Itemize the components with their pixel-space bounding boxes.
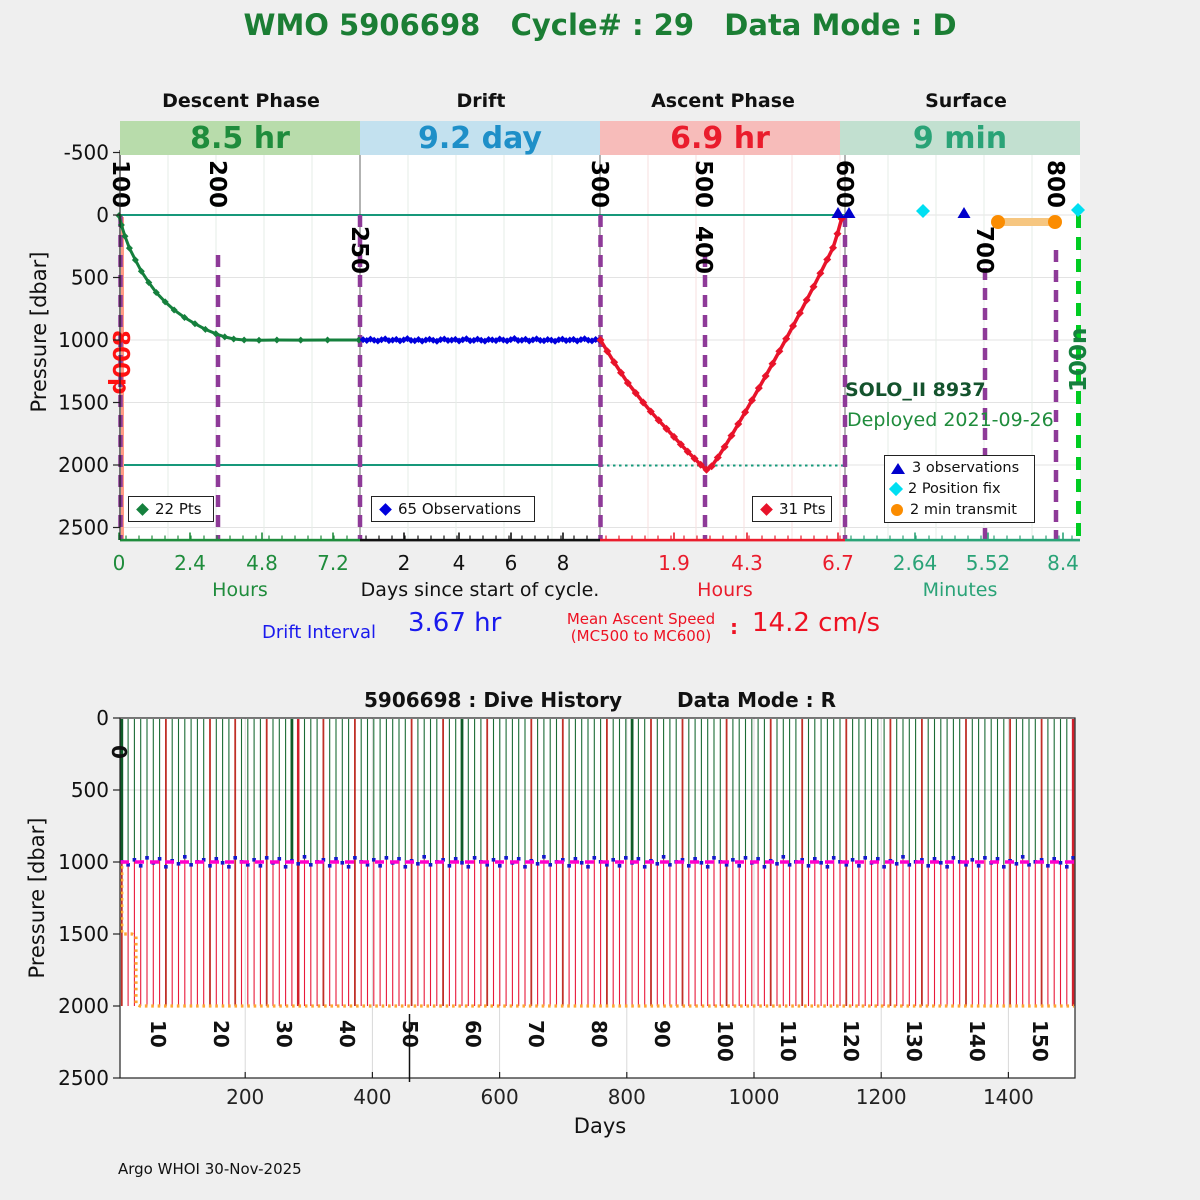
history-y-axis-title: Pressure [dbar] xyxy=(25,817,49,979)
drift-depth-marker xyxy=(611,858,615,862)
cycle-number-label: 70 xyxy=(524,1020,548,1048)
x-tick-label: 4.8 xyxy=(246,551,278,575)
drift-interval-label: Drift Interval xyxy=(262,622,376,643)
cycle-number-label: 140 xyxy=(965,1020,989,1062)
x-tick-label: 2.64 xyxy=(892,551,938,575)
phase-bar-surface xyxy=(840,121,1080,155)
drift-depth-marker xyxy=(807,864,811,868)
phase-duration-descent: 8.5 hr xyxy=(190,120,290,156)
y-tick-label: 500 xyxy=(70,265,109,290)
message-label: 200 xyxy=(204,160,230,209)
drift-depth-marker xyxy=(378,864,382,868)
x-tick-label: 8 xyxy=(556,551,570,575)
cycle-number-label: 120 xyxy=(839,1020,863,1062)
deployed-date-label: Deployed 2021-09-26 xyxy=(847,409,1054,431)
drift-depth-marker xyxy=(1021,855,1025,859)
message-label: 700 xyxy=(971,226,997,275)
y-tick-label: 1000 xyxy=(58,328,109,352)
dive-history-title-right: Data Mode : R xyxy=(677,688,837,712)
y-tick-label: 0 xyxy=(96,203,109,227)
cycle-number-label: 150 xyxy=(1028,1020,1052,1062)
legend-descent-points xyxy=(128,496,214,522)
drift-depth-marker xyxy=(813,857,817,861)
drift-depth-marker xyxy=(208,864,212,868)
message-label: 100 xyxy=(107,160,133,209)
drift-depth-marker xyxy=(422,855,426,859)
drift-depth-marker xyxy=(700,861,704,865)
drift-depth-marker xyxy=(593,856,597,860)
drift-depth-marker xyxy=(637,857,641,861)
drift-depth-marker xyxy=(278,857,282,861)
day-tick-label: 600 xyxy=(480,1085,519,1109)
message-label: 800p xyxy=(107,330,133,395)
drift-depth-marker xyxy=(1065,865,1069,869)
phase-duration-drift: 9.2 day xyxy=(418,120,542,156)
drift-depth-marker xyxy=(492,858,496,862)
drift-depth-marker xyxy=(656,862,660,866)
cycle-number-label: 30 xyxy=(272,1020,296,1048)
transmit-end-marker xyxy=(1048,215,1062,229)
drift-depth-marker xyxy=(404,865,408,869)
drift-depth-marker xyxy=(1002,865,1006,869)
drift-depth-marker xyxy=(1052,857,1056,861)
drift-depth-marker xyxy=(744,856,748,860)
drift-depth-marker xyxy=(782,855,786,859)
drift-depth-marker xyxy=(687,864,691,868)
drift-depth-marker xyxy=(1015,862,1019,866)
phase-bar-ascent xyxy=(600,121,840,155)
drift-depth-marker xyxy=(227,865,231,869)
drift-depth-marker xyxy=(303,855,307,859)
drift-depth-marker xyxy=(536,862,540,866)
drift-depth-marker xyxy=(517,857,521,861)
legend-drift-observations xyxy=(371,496,535,522)
cyan-diamond-icon xyxy=(889,482,903,496)
y-tick-label: 2500 xyxy=(58,1066,109,1090)
day-tick-label: 1000 xyxy=(728,1085,780,1109)
y-tick-label: 2500 xyxy=(58,515,109,540)
drift-depth-marker xyxy=(983,856,987,860)
x-tick-label: 7.2 xyxy=(317,551,349,575)
message-label: 250 xyxy=(346,226,372,275)
drift-depth-marker xyxy=(164,865,168,869)
drift-depth-marker xyxy=(498,864,502,868)
float-model-label: SOLO_II 8937 xyxy=(845,379,986,401)
drift-depth-marker xyxy=(341,861,345,865)
legend-transmit-label: 2 min transmit xyxy=(910,501,1017,518)
day-tick-label: 200 xyxy=(226,1085,265,1109)
drift-depth-marker xyxy=(385,856,389,860)
cycle-number-label: 130 xyxy=(902,1020,926,1062)
drift-depth-marker xyxy=(233,856,237,860)
drift-depth-marker xyxy=(397,857,401,861)
y-tick-label: -500 xyxy=(63,140,109,165)
x-axis-segment xyxy=(845,539,1080,542)
legend-row-transmit xyxy=(891,502,1028,518)
drift-depth-marker xyxy=(296,862,300,866)
phase-title-drift: Drift xyxy=(456,90,506,112)
cycle-number-label: 90 xyxy=(650,1020,674,1048)
phase-title-ascent: Ascent Phase xyxy=(651,90,795,112)
x-tick-label: 6.7 xyxy=(822,551,854,575)
blue-triangle-icon xyxy=(891,463,905,474)
drift-depth-marker xyxy=(945,865,949,869)
y-tick-label: 1500 xyxy=(58,390,109,415)
drift-depth-marker xyxy=(996,857,1000,861)
cycle-number-label: 80 xyxy=(587,1020,611,1048)
y-tick-label: 500 xyxy=(70,778,109,802)
drift-depth-marker xyxy=(775,862,779,866)
drift-depth-marker xyxy=(328,864,332,868)
red-diamond-icon xyxy=(760,503,773,516)
cycle-number-label: 100 xyxy=(713,1020,737,1062)
phase-duration-surface: 9 min xyxy=(912,120,1008,156)
phase-duration-ascent: 6.9 hr xyxy=(670,120,770,156)
cycle-number-label: 20 xyxy=(209,1020,233,1048)
drift-depth-marker xyxy=(309,863,313,867)
message-label: 800 xyxy=(1042,160,1068,209)
cycle-number-label: 0 xyxy=(107,745,131,759)
drift-depth-marker xyxy=(876,857,880,861)
legend-position-fix-label: 2 Position fix xyxy=(908,480,1001,497)
x-tick-label: 8.4 xyxy=(1047,551,1079,575)
drift-depth-marker xyxy=(737,864,741,868)
message-label: 100n xyxy=(1066,327,1092,392)
drift-depth-marker xyxy=(851,858,855,862)
drift-depth-marker xyxy=(567,864,571,868)
x-tick-label: 2 xyxy=(397,551,411,575)
drift-depth-marker xyxy=(145,856,149,860)
ascent-speed-label-line2: (MC500 to MC600) xyxy=(570,626,712,645)
legend-surface-markers xyxy=(884,455,1035,523)
x-axis-segment xyxy=(360,539,600,542)
cycle-number-label: 40 xyxy=(335,1020,359,1048)
x-tick-label: 4 xyxy=(452,551,466,575)
x-tick-label: 0 xyxy=(112,551,126,575)
legend-ascent-label: 31 Pts xyxy=(779,500,826,518)
profile-y-axis-title: Pressure [dbar] xyxy=(27,251,51,413)
drift-depth-marker xyxy=(1046,864,1050,868)
drift-depth-marker xyxy=(580,861,584,865)
drift-depth-marker xyxy=(933,857,937,861)
drift-depth-marker xyxy=(353,856,357,860)
drift-depth-marker xyxy=(1059,861,1063,865)
drift-depth-marker xyxy=(863,856,867,860)
drift-depth-marker xyxy=(939,861,943,865)
cycle-number-label: 10 xyxy=(146,1020,170,1048)
drift-depth-marker xyxy=(882,865,886,869)
drift-depth-marker xyxy=(819,861,823,865)
phase-title-surface: Surface xyxy=(925,90,1007,112)
cycle-number-label: 50 xyxy=(398,1020,422,1048)
drift-depth-marker xyxy=(618,864,622,868)
drift-depth-marker xyxy=(901,855,905,859)
drift-depth-marker xyxy=(215,857,219,861)
drift-depth-marker xyxy=(763,865,767,869)
ascent-speed-label-line1: Mean Ascent Speed xyxy=(566,610,716,628)
drift-depth-marker xyxy=(460,861,464,865)
drift-depth-marker xyxy=(952,856,956,860)
drift-depth-marker xyxy=(265,856,269,860)
green-diamond-icon xyxy=(136,503,149,516)
transmit-bar xyxy=(996,218,1057,226)
drift-depth-marker xyxy=(448,864,452,868)
phase-bar-descent xyxy=(120,121,360,155)
drift-interval-value: 3.67 hr xyxy=(408,608,502,638)
drift-depth-marker xyxy=(189,863,193,867)
phase-title-descent: Descent Phase xyxy=(162,90,320,112)
day-tick-label: 400 xyxy=(353,1085,392,1109)
drift-depth-marker xyxy=(706,865,710,869)
x-axis-segment xyxy=(120,539,360,542)
y-tick-label: 0 xyxy=(96,706,109,730)
message-label: 300 xyxy=(586,160,612,209)
y-tick-label: 2000 xyxy=(58,453,109,477)
drift-depth-marker xyxy=(504,856,508,860)
phase-bar-drift xyxy=(360,121,600,155)
drift-depth-marker xyxy=(832,856,836,860)
footer-credit: Argo WHOI 30-Nov-2025 xyxy=(118,1160,302,1178)
drift-depth-marker xyxy=(693,857,697,861)
x-axis-unit-label: Hours xyxy=(212,579,268,601)
orange-circle-icon xyxy=(891,504,903,516)
drift-depth-marker xyxy=(756,857,760,861)
drift-depth-marker xyxy=(523,865,527,869)
ascent-speed-label xyxy=(550,611,732,644)
drift-depth-marker xyxy=(857,864,861,868)
legend-row-observations xyxy=(891,460,1028,476)
drift-depth-marker xyxy=(971,858,975,862)
message-label: 600 xyxy=(831,160,857,209)
legend-descent-label: 22 Pts xyxy=(155,500,202,518)
drift-depth-marker xyxy=(662,855,666,859)
x-tick-label: 1.9 xyxy=(658,551,690,575)
ascent-speed-value: 14.2 cm/s xyxy=(752,608,881,638)
drift-depth-marker xyxy=(473,856,477,860)
drift-depth-marker xyxy=(177,862,181,866)
drift-depth-marker xyxy=(574,857,578,861)
y-tick-label: 1500 xyxy=(58,922,109,946)
drift-depth-marker xyxy=(643,865,647,869)
page-title: WMO 5906698 Cycle# : 29 Data Mode : D xyxy=(243,8,957,42)
day-tick-label: 800 xyxy=(607,1085,646,1109)
drift-depth-marker xyxy=(624,856,628,860)
x-tick-label: 6 xyxy=(504,551,518,575)
cycle-number-label: 60 xyxy=(461,1020,485,1048)
drift-depth-marker xyxy=(416,862,420,866)
day-tick-label: 1400 xyxy=(982,1085,1034,1109)
x-tick-label: 2.4 xyxy=(174,551,206,575)
message-label: 400 xyxy=(690,226,716,275)
drift-depth-marker xyxy=(429,863,433,867)
message-label: 500 xyxy=(690,160,716,209)
drift-depth-marker xyxy=(221,861,225,865)
blue-diamond-icon xyxy=(379,503,392,516)
drift-depth-marker xyxy=(542,855,546,859)
cycle-number-label: 110 xyxy=(776,1020,800,1062)
y-tick-label: 2000 xyxy=(58,994,109,1018)
drift-depth-marker xyxy=(467,865,471,869)
x-axis-unit-label: Minutes xyxy=(922,579,998,601)
y-tick-label: 1000 xyxy=(58,850,109,874)
drift-depth-marker xyxy=(977,864,981,868)
drift-depth-marker xyxy=(826,865,830,869)
dive-history-title-left: 5906698 : Dive History xyxy=(363,688,623,712)
drift-depth-marker xyxy=(139,864,143,868)
drift-depth-marker xyxy=(334,857,338,861)
drift-depth-marker xyxy=(731,858,735,862)
drift-depth-marker xyxy=(712,856,716,860)
drift-depth-marker xyxy=(284,865,288,869)
drift-depth-marker xyxy=(183,855,187,859)
history-x-axis-title: Days xyxy=(573,1114,627,1138)
drift-depth-marker xyxy=(347,865,351,869)
drift-depth-marker xyxy=(1071,856,1075,860)
day-tick-label: 1200 xyxy=(855,1085,907,1109)
legend-ascent-points xyxy=(752,496,832,522)
drift-depth-marker xyxy=(259,864,263,868)
drift-depth-marker xyxy=(158,857,162,861)
drift-depth-marker xyxy=(895,862,899,866)
x-tick-label: 5.52 xyxy=(965,551,1011,575)
drift-depth-marker xyxy=(586,865,590,869)
dive-history-title xyxy=(0,688,1200,712)
legend-observations-label: 3 observations xyxy=(912,460,1020,477)
legend-drift-label: 65 Observations xyxy=(398,500,522,518)
ascent-speed-colon: : xyxy=(730,615,738,639)
drift-depth-marker xyxy=(926,864,930,868)
x-axis-unit-label: Hours xyxy=(697,579,753,601)
x-axis-unit-label: Days since start of cycle. xyxy=(360,579,600,601)
legend-row-position-fix xyxy=(891,481,1028,497)
x-tick-label: 4.3 xyxy=(731,551,763,575)
drift-depth-marker xyxy=(454,857,458,861)
